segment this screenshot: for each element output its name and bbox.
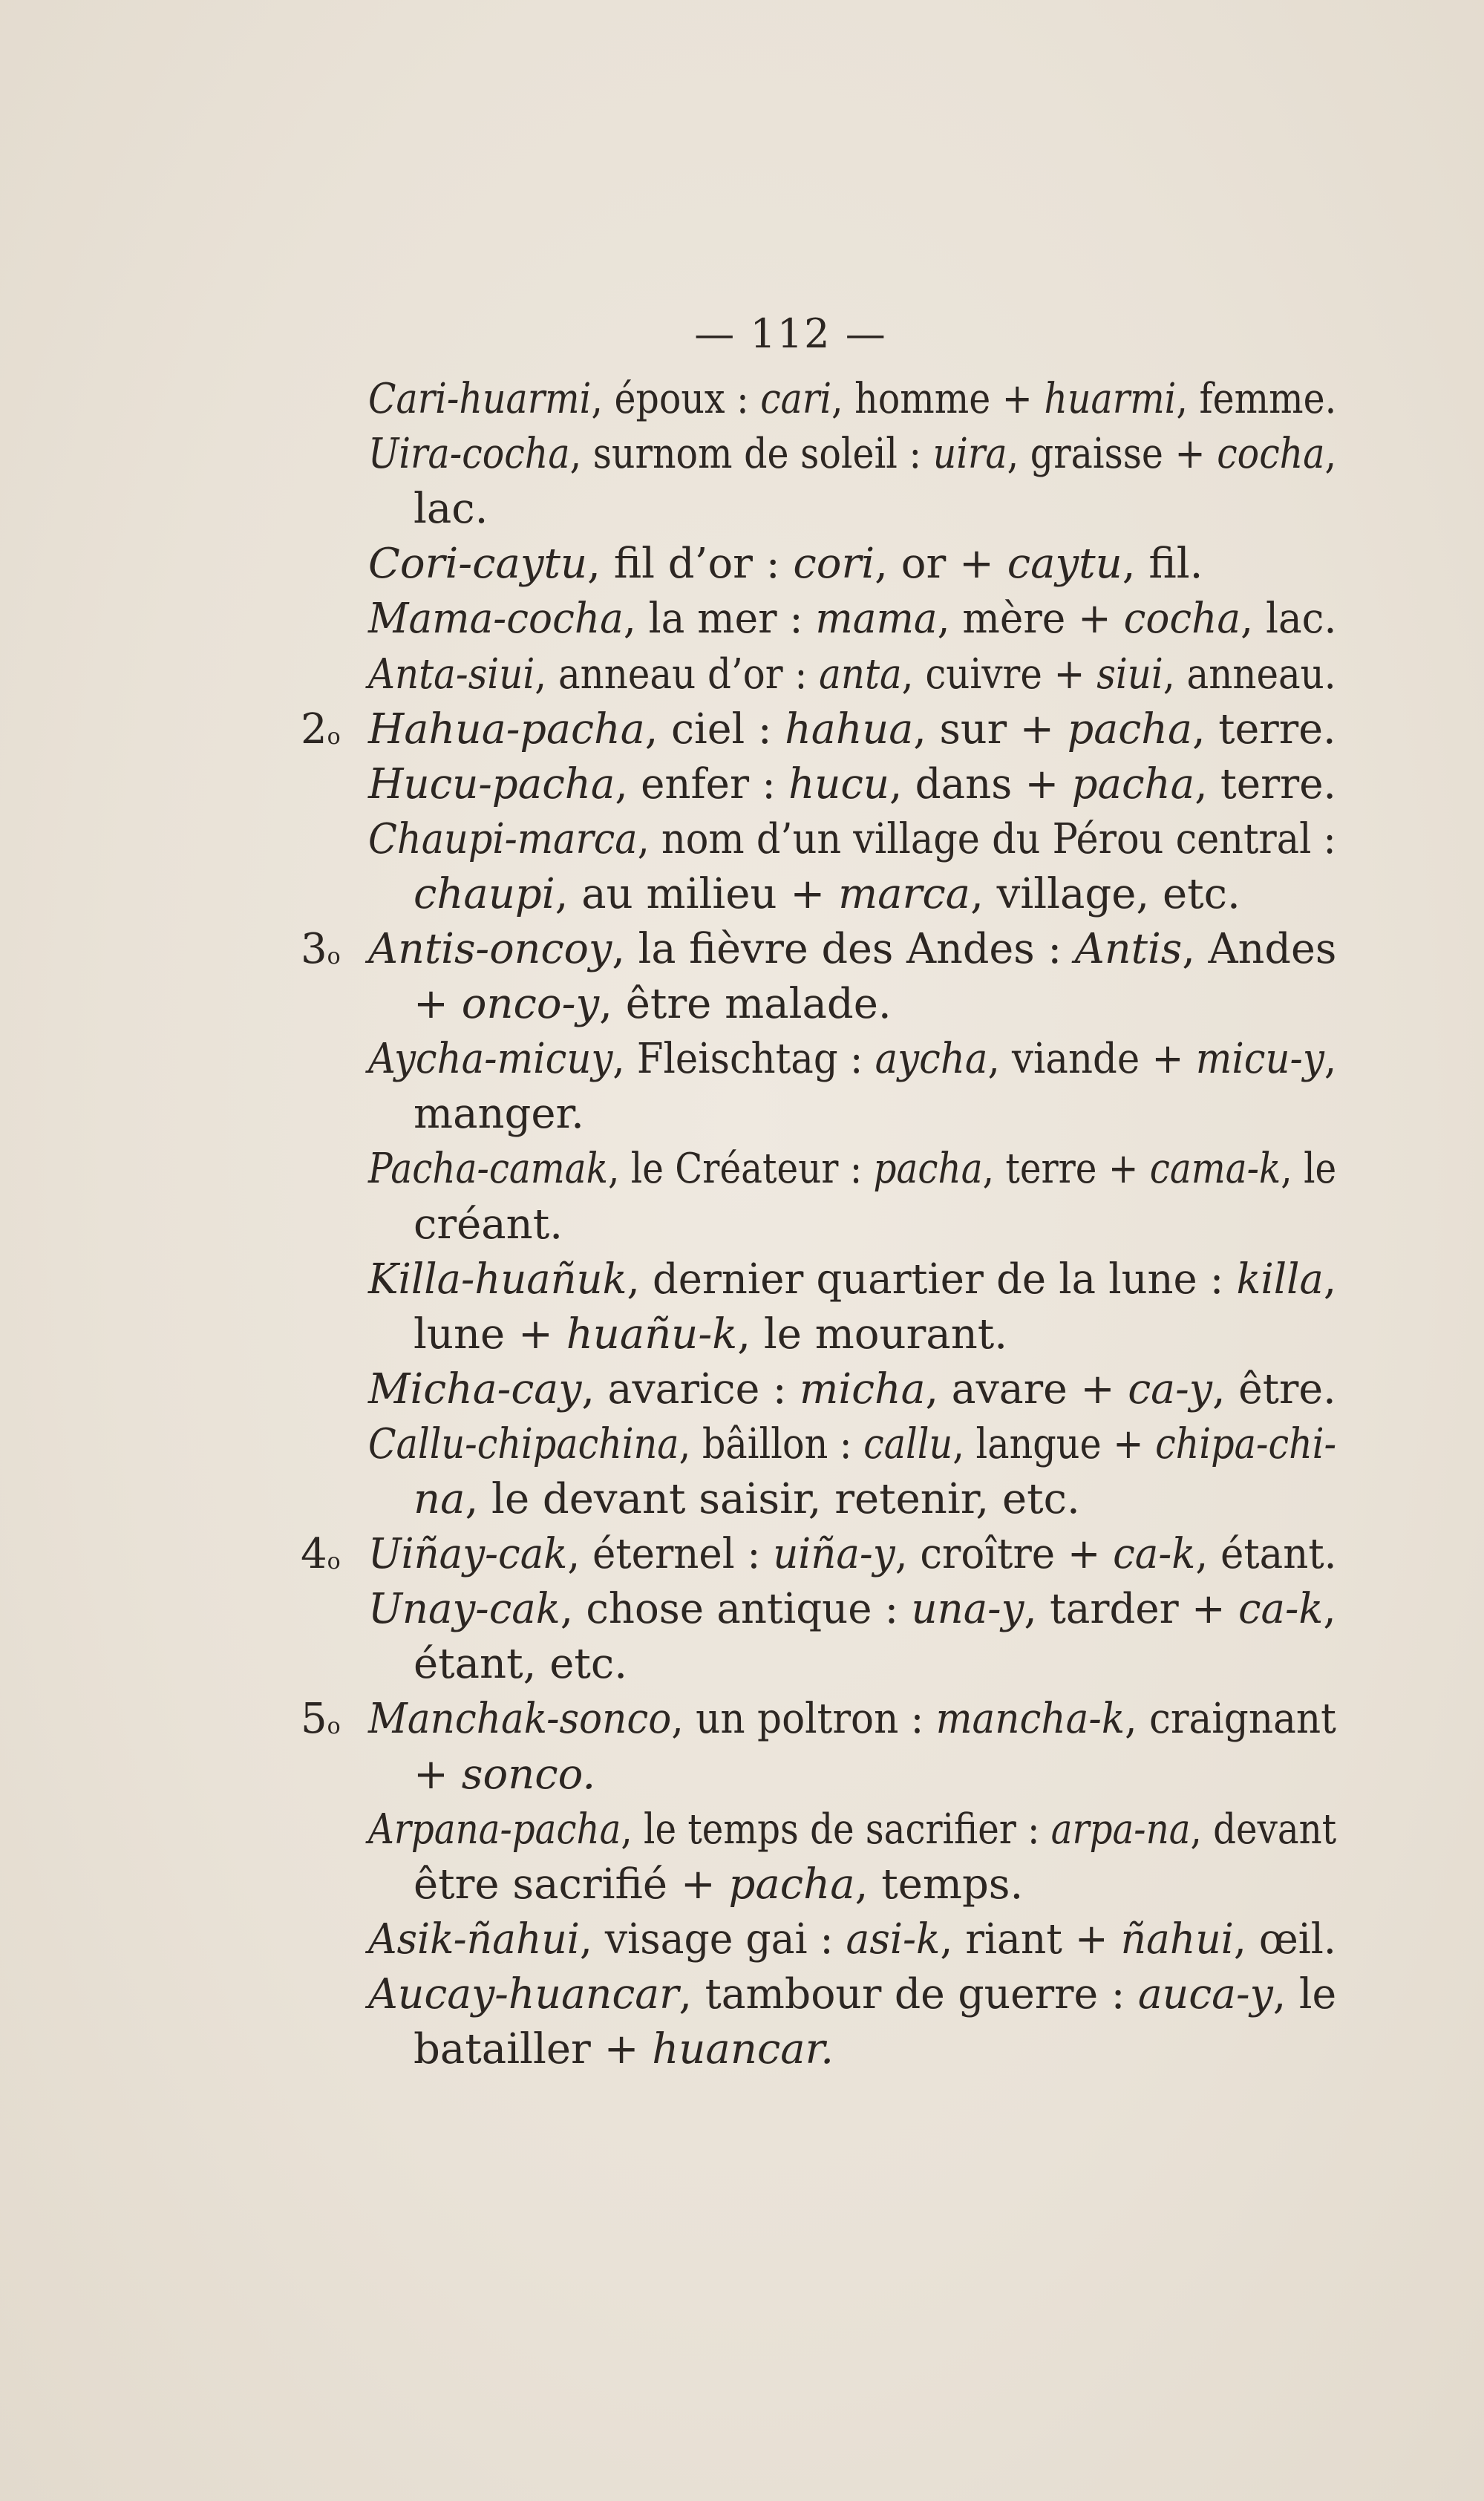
quechua-term: huañu-k xyxy=(566,1310,738,1359)
gloss-text: , un poltron : xyxy=(671,1695,936,1744)
glossary-entry-line xyxy=(368,1416,1336,1473)
glossary-entry-line xyxy=(368,426,1336,483)
glossary-entry-line xyxy=(368,921,1336,978)
glossary-continuation-line xyxy=(414,1086,584,1142)
section-number: 4$^o$ xyxy=(301,1530,341,1579)
quechua-term: Uiñay-cak xyxy=(368,1530,568,1579)
quechua-term: Unay-cak xyxy=(368,1585,560,1634)
quechua-term: chipa-chi- xyxy=(1155,1419,1337,1468)
quechua-term: Hahua-pacha xyxy=(368,704,645,753)
gloss-text: , anneau d’or : xyxy=(535,650,820,699)
quechua-term: ñahui xyxy=(1120,1915,1234,1964)
gloss-text: , xyxy=(1323,1255,1337,1304)
gloss-text: , œil. xyxy=(1233,1915,1336,1964)
gloss-text: , riant + xyxy=(940,1915,1121,1964)
glossary-continuation-line xyxy=(414,1636,627,1693)
quechua-term: uira xyxy=(932,430,1007,479)
gloss-text: manger. xyxy=(414,1090,584,1139)
quechua-term: Mama-cocha xyxy=(368,595,624,644)
gloss-text: , avarice : xyxy=(581,1364,800,1413)
glossary-continuation-line xyxy=(414,976,892,1033)
gloss-text: , femme. xyxy=(1176,375,1337,423)
gloss-text: , xyxy=(1324,1035,1337,1084)
gloss-text: , la mer : xyxy=(623,595,816,644)
glossary-entry-line xyxy=(368,1252,1336,1308)
quechua-term: cori xyxy=(793,540,875,589)
gloss-text: , craignant xyxy=(1125,1695,1336,1744)
gloss-text: , lac. xyxy=(1241,595,1337,644)
quechua-term: Asik-ñahui xyxy=(368,1915,580,1964)
quechua-term: callu xyxy=(863,1419,953,1468)
gloss-text: , le temps de sacrifier : xyxy=(621,1805,1051,1854)
quechua-term: marca xyxy=(838,869,971,918)
quechua-term: Manchak-sonco xyxy=(368,1695,672,1744)
gloss-text: , le xyxy=(1281,1145,1337,1194)
gloss-text: , la fièvre des Andes : xyxy=(612,925,1075,973)
quechua-term: Arpana-pacha xyxy=(368,1805,621,1854)
gloss-text: , village, etc. xyxy=(970,869,1241,918)
glossary-entry-line xyxy=(368,1912,1336,1968)
gloss-text: , étant. xyxy=(1195,1530,1337,1579)
quechua-term: ca-k xyxy=(1238,1585,1324,1634)
gloss-text: , mère + xyxy=(937,595,1124,644)
glossary-continuation-line xyxy=(414,481,488,537)
gloss-text: lac. xyxy=(414,485,488,534)
quechua-term: pacha xyxy=(1067,704,1192,753)
quechua-term: siui xyxy=(1096,650,1163,699)
quechua-term: Uira-cocha xyxy=(368,430,570,479)
glossary-entry-line xyxy=(368,536,1203,592)
quechua-term: una-y xyxy=(911,1585,1024,1634)
gloss-text: , graisse + xyxy=(1007,430,1217,479)
quechua-term: pacha xyxy=(1071,759,1195,808)
glossary-continuation-line xyxy=(414,1747,595,1803)
quechua-term: micu-y xyxy=(1195,1035,1324,1084)
gloss-text: , chose antique : xyxy=(560,1585,912,1634)
gloss-text: , anneau. xyxy=(1163,650,1336,699)
quechua-term: asi-k xyxy=(846,1915,941,1964)
glossary-continuation-line xyxy=(414,1471,1080,1528)
quechua-term: hucu xyxy=(788,759,889,808)
gloss-text: , nom d’un village du Pérou central : xyxy=(637,814,1336,863)
glossary-entry-line xyxy=(368,1141,1336,1197)
quechua-term: Cari-huarmi xyxy=(368,375,592,423)
quechua-term: huarmi xyxy=(1044,375,1177,423)
gloss-text: , tarder + xyxy=(1024,1585,1238,1634)
gloss-text: , le Créateur : xyxy=(607,1145,874,1194)
gloss-text: , devant xyxy=(1190,1805,1337,1854)
gloss-text: , Andes xyxy=(1182,925,1337,973)
quechua-term: micha xyxy=(800,1364,926,1413)
gloss-text: , dernier quartier de la lune : xyxy=(627,1255,1237,1304)
gloss-text: , le mourant. xyxy=(737,1310,1008,1359)
gloss-text: , le xyxy=(1272,1969,1337,2018)
gloss-text: , or + xyxy=(875,540,1007,589)
gloss-text: , enfer : xyxy=(615,759,789,808)
quechua-term: Callu-chipachina xyxy=(368,1419,679,1468)
gloss-text: + xyxy=(414,980,462,1029)
quechua-term: Cori-caytu xyxy=(368,540,588,589)
glossary-entry-line xyxy=(368,702,1336,758)
gloss-text: , terre + xyxy=(982,1145,1150,1194)
glossary-entry-line xyxy=(368,647,1336,703)
gloss-text: , sur + xyxy=(913,704,1068,753)
gloss-text: batailler + xyxy=(414,2025,653,2073)
glossary-entry-line xyxy=(368,591,1336,647)
quechua-term: uiña-y xyxy=(773,1530,895,1579)
quechua-term: na xyxy=(414,1475,465,1523)
quechua-term: Micha-cay xyxy=(368,1364,582,1413)
gloss-text: , tambour de guerre : xyxy=(679,1969,1138,2018)
quechua-term: cari xyxy=(760,375,832,423)
gloss-text: étant, etc. xyxy=(414,1640,628,1689)
gloss-text: , langue + xyxy=(952,1419,1156,1468)
gloss-text: , bâillon : xyxy=(679,1419,864,1468)
section-number: 3$^o$ xyxy=(301,925,341,973)
gloss-text: , viande + xyxy=(987,1035,1196,1084)
quechua-term: arpa-na xyxy=(1050,1805,1191,1854)
glossary-entry-line xyxy=(368,1031,1336,1088)
quechua-term: Antis xyxy=(1074,925,1183,973)
gloss-text: , être. xyxy=(1212,1364,1336,1413)
quechua-term: Pacha-camak xyxy=(368,1145,608,1194)
gloss-text: , fil d’or : xyxy=(587,540,794,589)
gloss-text: , époux : xyxy=(591,375,761,423)
glossary-continuation-line xyxy=(414,2021,834,2078)
quechua-term: cocha xyxy=(1123,595,1241,644)
glossary-entry-line xyxy=(368,1361,1336,1418)
quechua-term: Chaupi-marca xyxy=(368,814,638,863)
quechua-term: sonco. xyxy=(461,1750,596,1799)
quechua-term: Hucu-pacha xyxy=(368,759,615,808)
quechua-term: huancar. xyxy=(652,2025,834,2073)
gloss-text: , xyxy=(1324,430,1337,479)
glossary-entry-line xyxy=(368,756,1336,813)
quechua-term: killa xyxy=(1236,1255,1324,1304)
glossary-continuation-line xyxy=(414,1857,1023,1913)
quechua-term: Antis-oncoy xyxy=(368,925,612,973)
glossary-entry-line xyxy=(368,1802,1336,1858)
glossary-continuation-line xyxy=(414,1307,1007,1363)
glossary-entry-line xyxy=(368,1967,1336,2023)
gloss-text: , croître + xyxy=(895,1530,1114,1579)
quechua-term: Aucay-huancar xyxy=(368,1969,679,2018)
quechua-term: mancha-k xyxy=(935,1695,1125,1744)
gloss-text: , être malade. xyxy=(599,980,892,1029)
gloss-text: , avare + xyxy=(925,1364,1128,1413)
page-number: — 112 — xyxy=(694,310,887,357)
glossary-continuation-line xyxy=(414,866,1241,923)
gloss-text: , ciel : xyxy=(644,704,785,753)
quechua-term: auca-y xyxy=(1137,1969,1273,2018)
section-number: 2$^o$ xyxy=(301,704,341,753)
gloss-text: , le devant saisir, retenir, etc. xyxy=(465,1475,1080,1523)
gloss-text: , dans + xyxy=(889,759,1072,808)
gloss-text: + xyxy=(414,1750,462,1799)
gloss-text: , terre. xyxy=(1194,759,1336,808)
quechua-term: cocha xyxy=(1217,430,1325,479)
glossary-entry-line xyxy=(368,811,1336,868)
gloss-text: créant. xyxy=(414,1200,563,1249)
quechua-term: Anta-siui xyxy=(368,650,535,699)
glossary-continuation-line xyxy=(414,1197,563,1253)
gloss-text: , terre. xyxy=(1192,704,1336,753)
gloss-text: , Fleischtag : xyxy=(612,1035,875,1084)
quechua-term: chaupi xyxy=(414,869,555,918)
quechua-term: hahua xyxy=(785,704,914,753)
quechua-term: pacha xyxy=(728,1860,855,1909)
quechua-term: aycha xyxy=(875,1035,988,1084)
glossary-entry-line xyxy=(368,1526,1336,1583)
quechua-term: ca-y xyxy=(1128,1364,1212,1413)
quechua-term: onco-y xyxy=(461,980,600,1029)
gloss-text: , surnom de soleil : xyxy=(569,430,933,479)
gloss-text: être sacrifié + xyxy=(414,1860,729,1909)
quechua-term: Aycha-micuy xyxy=(368,1035,613,1084)
glossary-entry-line xyxy=(368,1691,1336,1748)
section-number: 5$^o$ xyxy=(301,1695,341,1744)
gloss-text: , éternel : xyxy=(567,1530,774,1579)
quechua-term: mama xyxy=(815,595,938,644)
gloss-text: , homme + xyxy=(831,375,1045,423)
glossary-entry-line xyxy=(368,371,1336,428)
quechua-term: pacha xyxy=(873,1145,983,1194)
quechua-term: ca-k xyxy=(1113,1530,1196,1579)
gloss-text: , temps. xyxy=(854,1860,1024,1909)
gloss-text: lune + xyxy=(414,1310,566,1359)
quechua-term: anta xyxy=(819,650,902,699)
gloss-text: , cuivre + xyxy=(901,650,1097,699)
gloss-text: , visage gai : xyxy=(579,1915,846,1964)
quechua-term: Killa-huañuk xyxy=(368,1255,627,1304)
quechua-term: caytu xyxy=(1007,540,1122,589)
quechua-term: cama-k xyxy=(1149,1145,1281,1194)
gloss-text: , au milieu + xyxy=(555,869,839,918)
gloss-text: , fil. xyxy=(1122,540,1203,589)
gloss-text: , xyxy=(1323,1585,1336,1634)
glossary-entry-line xyxy=(368,1581,1336,1638)
